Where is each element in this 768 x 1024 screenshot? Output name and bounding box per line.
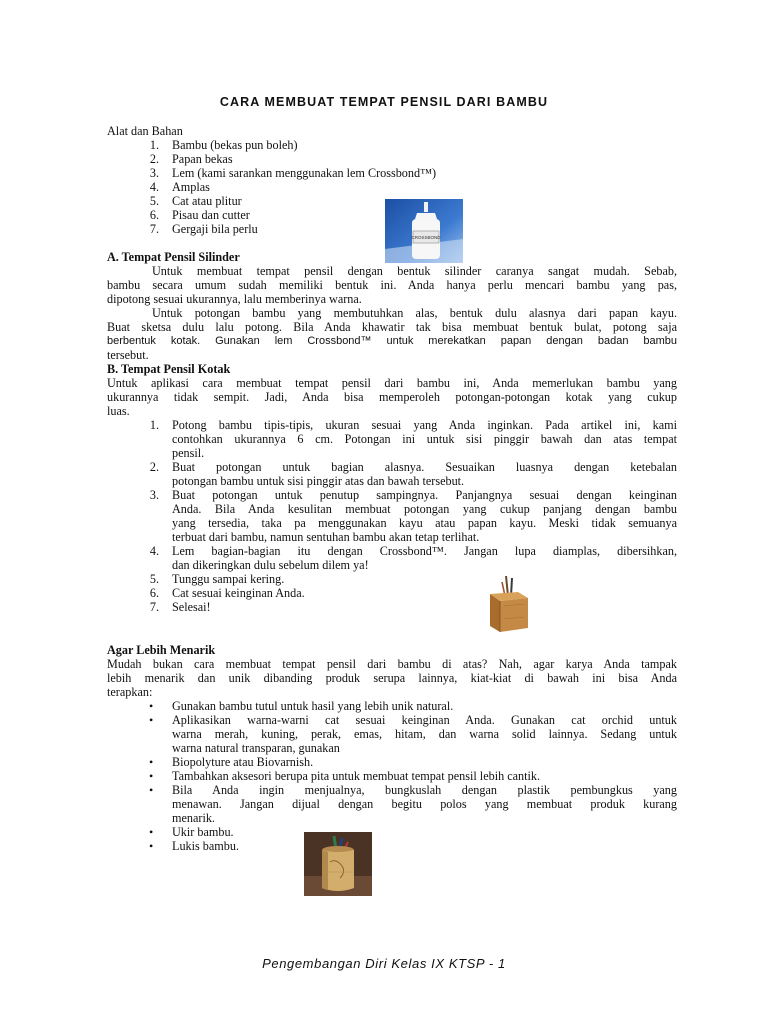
section-a-line: tersebut.: [107, 348, 149, 362]
tip-line: Tambahkan aksesori berupa pita untuk membuat tempat pensil lebih cantik.: [172, 769, 541, 783]
step-line: Tunggu sampai kering.: [172, 572, 285, 586]
bullet-icon: •: [149, 755, 154, 769]
step-line: Buat potongan untuk penutup sampingnya. Panjangnya sesuai dengan keinginan: [172, 488, 677, 502]
section-c-intro: Mudah bukan cara membuat tempat pensil dari bambu di atas? Nah, agar karya Anda tampak: [107, 657, 677, 671]
step-number: 5.: [149, 572, 159, 586]
tip-line: Biopolyture atau Biovarnish.: [172, 755, 314, 769]
section-b-intro: Untuk aplikasi cara membuat tempat pensil dari bambu ini, Anda memerlukan bambu yang: [107, 376, 677, 390]
step-number: 7.: [149, 600, 159, 614]
tip-line: Gunakan bambu tutul untuk hasil yang lebih unik natural.: [172, 699, 454, 713]
step-line: yang tersedia, taka pa menggunakan kayu atau papan kayu. Meski tidak semuanya: [172, 516, 677, 530]
list-item: Pisau dan cutter: [172, 208, 250, 222]
section-b-heading: B. Tempat Pensil Kotak: [107, 362, 231, 376]
list-item: Gergaji bila perlu: [172, 222, 258, 236]
bullet-icon: •: [149, 699, 154, 713]
crossbond-glue-image: [385, 199, 463, 263]
bullet-icon: •: [149, 769, 154, 783]
step-line: Potong bambu tipis-tipis, ukuran sesuai yang Anda inginkan. Pada artikel ini, kami: [172, 418, 677, 432]
list-item-number: 5.: [149, 194, 159, 208]
tip-line: Lukis bambu.: [172, 839, 240, 853]
list-item-number: 2.: [149, 152, 159, 166]
glue-label: CROSSBOND: [411, 235, 441, 240]
section-a-line: dipotong sesuai ukurannya, lalu memberinya warna.: [107, 292, 362, 306]
list-item-number: 6.: [149, 208, 159, 222]
section-b-intro: ukurannya tidak sempit. Jadi, Anda bisa memperoleh potongan-potongan kotak yang cukup: [107, 390, 677, 404]
step-line: contohkan ukurannya 6 cm. Potongan ini untuk sisi pinggir bawah dan atas tempat: [172, 432, 677, 446]
document-title: CARA MEMBUAT TEMPAT PENSIL DARI BAMBU: [219, 95, 549, 109]
tip-line: Bila Anda ingin menjualnya, bungkuslah dengan plastik pembungkus yang: [172, 783, 677, 797]
step-line: terbuat dari bambu, namun sentuhan bambu akan tetap terlihat.: [172, 530, 480, 544]
materials-heading: Alat dan Bahan: [107, 124, 183, 138]
bullet-icon: •: [149, 839, 154, 853]
section-a-line: Untuk membuat tempat pensil dengan bentuk silinder caranya sangat mudah. Sebab,: [152, 264, 677, 278]
section-a-heading: A. Tempat Pensil Silinder: [107, 250, 240, 264]
tip-line: Ukir bambu.: [172, 825, 234, 839]
section-c-heading: Agar Lebih Menarik: [107, 643, 216, 657]
step-line: Cat sesuai keinginan Anda.: [172, 586, 305, 600]
section-c-intro: lebih menarik dan unik dibanding produk serupa lainnya, kiat-kiat di bawah ini bisa Anda: [107, 671, 677, 685]
step-line: Buat potongan untuk bagian alasnya. Sesuaikan luasnya dengan ketebalan: [172, 460, 677, 474]
list-item-number: 7.: [149, 222, 159, 236]
step-number: 2.: [149, 460, 159, 474]
list-item: Bambu (bekas pun boleh): [172, 138, 298, 152]
list-item: Cat atau plitur: [172, 194, 242, 208]
step-line: dan dikeringkan dulu sebelum dilem ya!: [172, 558, 369, 572]
step-line: potongan bambu untuk sisi pinggir atas dan bawah tersebut.: [172, 474, 465, 488]
tip-line: warna merah, kuning, perak, emas, hitam, dan warna solid lainnya. Sedang untuk: [172, 727, 677, 741]
page-footer: Pengembangan Diri Kelas IX KTSP - 1: [262, 956, 506, 971]
section-a-line: berbentuk kotak. Gunakan lem Crossbond™ untuk merekatkan papan dengan badan bambu: [107, 335, 677, 347]
list-item-number: 4.: [149, 180, 159, 194]
bullet-icon: •: [149, 713, 154, 727]
step-line: pensil.: [172, 446, 205, 460]
list-item-number: 1.: [149, 138, 159, 152]
list-item-number: 3.: [149, 166, 159, 180]
tip-line: menarik.: [172, 811, 215, 825]
step-line: Anda. Bila Anda kesulitan membuat potongan yang cukup panjang dengan bambu: [172, 502, 677, 516]
list-item: Lem (kami sarankan menggunakan lem Crossbond™): [172, 166, 437, 180]
section-a-line: bambu secara umum sudah memiliki bentuk ini. Anda hanya perlu mencari bambu yang pas,: [107, 278, 677, 292]
tip-line: Aplikasikan warna-warni cat sesuai keinginan Anda. Gunakan cat orchid untuk: [172, 713, 677, 727]
list-item: Amplas: [172, 180, 210, 194]
step-number: 3.: [149, 488, 159, 502]
step-line: Lem bagian-bagian itu dengan Crossbond™. Jangan lupa diamplas, dibersihkan,: [172, 544, 677, 558]
step-number: 4.: [149, 544, 159, 558]
section-c-intro: terapkan:: [107, 685, 153, 699]
step-line: Selesai!: [172, 600, 211, 614]
bullet-icon: •: [149, 783, 154, 797]
bamboo-cup-image: [304, 832, 372, 896]
step-number: 6.: [149, 586, 159, 600]
section-a-line: Buat sketsa dulu lalu potong. Bila Anda khawatir tak bisa membuat bentuk bulat, potong saja: [107, 320, 677, 334]
wooden-pencil-box-image: [484, 574, 532, 634]
bullet-icon: •: [149, 825, 154, 839]
tip-line: warna natural transparan, gunakan: [172, 741, 340, 755]
step-number: 1.: [149, 418, 159, 432]
tip-line: menawan. Jangan dijual dengan begitu polos yang membuat produk kurang: [172, 797, 677, 811]
section-b-intro: luas.: [107, 404, 130, 418]
section-a-line: Untuk potongan bambu yang membutuhkan alas, bentuk dulu alasnya dari papan kayu.: [152, 306, 677, 320]
list-item: Papan bekas: [172, 152, 233, 166]
